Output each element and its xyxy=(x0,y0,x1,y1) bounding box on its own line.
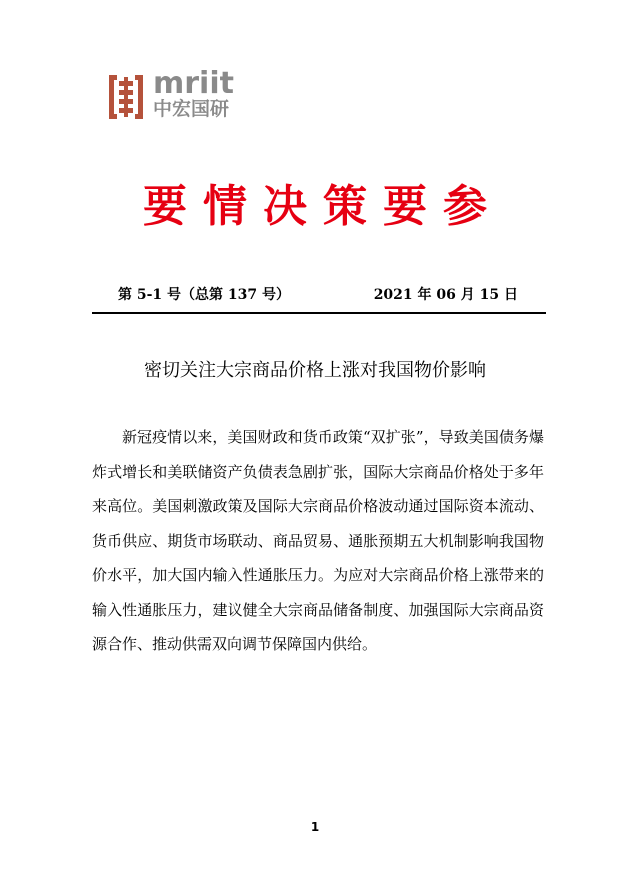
issue-info xyxy=(118,284,518,304)
logo-text xyxy=(153,66,234,120)
header-divider xyxy=(92,312,546,314)
page-number: 1 xyxy=(310,820,320,834)
masthead-title: 要情决策要参 xyxy=(143,181,503,232)
issue-number: 第 5-1 号（总第 137 号） xyxy=(118,287,291,303)
logo-mark-icon xyxy=(105,72,147,122)
logo-brand-en: mriit xyxy=(153,66,234,101)
issue-date: 2021 年 06 月 15 日 xyxy=(373,287,518,303)
article-title: 密切关注大宗商品价格上涨对我国物价影响 xyxy=(144,360,486,381)
logo-brand-cn: 中宏国研 xyxy=(153,98,230,120)
logo xyxy=(105,66,234,122)
article-body: 新冠疫情以来，美国财政和货币政策“双扩张”，导致美国债务爆炸式增长和美联储资产负债表急剧扩张，国际大宗商品价格处于多年来高位。美国刺激政策及国际大宗商品价格波动通过国际资本流动、货币供应、期货市场联动、商品贸易、通胀预期五大机制影响我国物价水平，加大国内输入性通胀压力。为应对大宗商品价格上涨带来的输入性通胀压力，建议健全大宗商品储备制度、加强国际大宗商品资源合作、推动供需双向调节保障国内供给。 xyxy=(92,428,544,653)
